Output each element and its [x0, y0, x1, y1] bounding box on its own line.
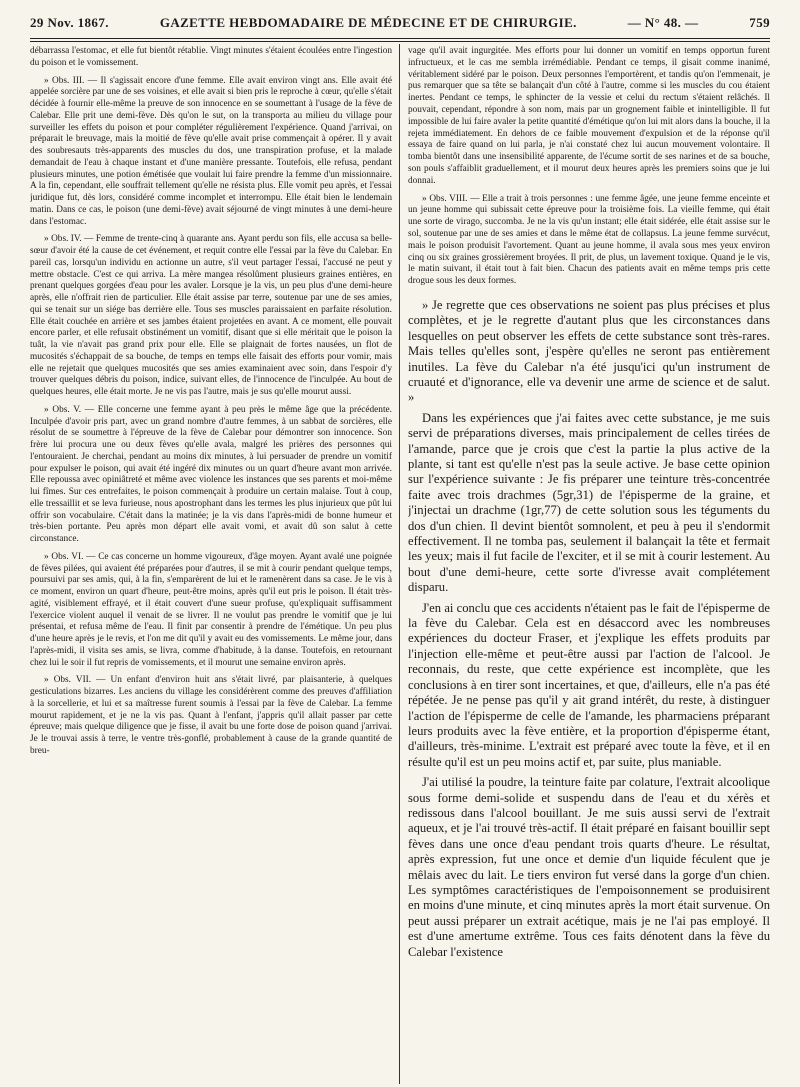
paragraph-obs-4: » Obs. IV. — Femme de trente-cinq à quarante ans. Ayant perdu son fils, elle accusa sa belle-sœur d'avoir été la cause de cet événement, et requit contre elle l'essai par la fève du Calebar. En pareil cas, lorsqu'un individu en actionne un autre, s'il veut partager l'essai, l'accusé ne peut y mettre obstacle. C'est ce qui arriva. La mère mangea résolûment plusieurs graines entières, en prenant quelques gorgées d'eau pour les avaler. Lorsque je la vis, un peu plus d'une demi-heure après, elle n'offrait rien de particulier. Elle était assise par terre, soutenue par une de ses amies, qui se tenait sur un siége bas derrière elle. Tous ses muscles paraissaient en parfaite résolution. Elle était couchée en arrière et ses jambes étaient projetées en avant. A ce moment, elle pouvait encore parler, et elle refusait obstinément un vomitif, disant que si elle méritait que le poison la tuât, la vie n'avait pas grand prix pour elle. Elle se plaignait de fortes nausées, un flot de mucosités s'échappait de sa bouche, de temps en temps elle faisait des efforts pour vomir, mais elle ne rejetait que quelques mucosités que ses amies examinaient avec soin, dans l'espoir d'y trouver quelques débris du poison, indice, suivant elles, de l'innocence de l'inculpée. Au bout de quelques heures, elle était morte. Je ne vis pas l'autre, mais je sus qu'elle mourut aussi. — [30, 234, 392, 397]
paragraph-obs-3: » Obs. III. — Il s'agissait encore d'une femme. Elle avait environ vingt ans. Elle avait été appelée sorcière par une de ses voisines, et elle avait si bien pris le reproche à cœur, qu'elle s'était décidée à fournir elle-même la preuve de son innocence en se soumettant à l'usage de la fève de Calebar. Elle prit une demi-fève. Dès qu'on le sut, on la transporta au milieu du village pour surveiller les effets du poison et pour compléter régulièrement l'expérience. Quand j'arrivai, on préparait le breuvage, mais la moitié de fève qu'elle avait prise commençait à opérer. Il y avait des soubresauts très-apparents des muscles du dos, une transpiration profuse, et la malade demandait de l'eau à chaque instant et d'une manière pressante. Toutefois, elle refusa, pendant plusieurs minutes, une potion émétisée que voulait lui faire prendre la femme d'un missionnaire. A la fin, cependant, elle souffrait tellement qu'elle ne résista plus. Elle vomit peu après, et l'essai juridique fut, dès lors, considéré comme incomplet et interrompu. Elle était bien le lendemain matin. Dans ce cas, le poison (une demi-fève) avait séjourné de vingt minutes à une demi-heure dans l'estomac. — [30, 75, 392, 227]
right-column-large-text — [408, 298, 770, 960]
column-divider — [399, 44, 400, 1084]
paragraph-obs-7: » Obs. VII. — Un enfant d'environ huit ans s'était livré, par plaisanterie, à quelques gesticulations bizarres. Les anciens du village les considérèrent comme des preuves d'affiliation à la sorcellerie, et lui et sa maîtresse furent soumis à l'essai par la fève de Calebar. La femme mourut rapidement, et je ne la vis pas. Quant à l'enfant, j'appris qu'il allait passer par cette épreuve; mais quelque diligence que je fisse, il avait bu une forte dose de poison quand j'arrivai. Je le trouvai assis à terre, le ventre très-gonflé, probablement à cause de la grande quantité de breu- — [30, 675, 392, 756]
paragraph: J'ai utilisé la poudre, la teinture faite par colature, l'extrait alcoolique sous forme demi-solide et suspendu dans de l'eau et du xérès et redissous dans l'alcool bouillant. Je me suis aussi servi de l'extrait aqueux, et je l'ai trouvé très-actif. Il était préparé en faisant bouillir sept fèves dans une once d'eau pendant trois quarts d'heure. Le résultat, après expression, fut une once et demie d'un liquide féculent que je mêlais avec du lait. Le tiers environ fut versé dans la gorge d'un chien. Les symptômes caractéristiques de l'empoisonnement se produisirent en moins d'une minute, et cinq minutes après la mort était survenue. On peut aussi préparer un extrait acétique, mais je ne l'ai pas employé. Il est d'une amertume extrême. Tous ces faits dénotent dans la fève du Calebar l'existence — [408, 775, 770, 959]
paragraph-obs-5: » Obs. V. — Elle concerne une femme ayant à peu près le même âge que la précédente. Inculpée d'avoir pris part, avec un grand nombre d'autre femmes, à un sabbat de sorcières, elle résolut de se soumettre à l'épreuve de la fève de Calebar pour démontrer son innocence. Son frère lui procura une ou deux fèves qu'elle avala, malgré les prières des personnes qui l'entouraient. Je cherchai, pendant au moins dix minutes, à lui persuader de prendre un vomitif pour expulser le poison, qui avait été ingéré dix minutes ou un quart d'heure avant mon arrivée. Elle repoussa avec opiniâtreté et même avec violence les instances que ses parents et moi-même lui fîmes. Sur ces entrefaites, le poison commençait à produire un certain malaise. Tout à coup, elle tressaillit et se leva furieuse, nous apostrophant dans les termes les plus injurieux que pût lui offrir son vocabulaire. C'était dans la matinée; je la vis dans l'après-midi de bonne humeur et très-bien portante. Peu après mon départ elle avait vomi, et avait dû son salut à cette circonstance. — [30, 404, 392, 544]
paragraph: » Je regrette que ces observations ne soient pas plus précises et plus complètes, et je le regrette d'autant plus que les circonstances dans lesquelles on peut observer les effets de cette substance sont très-rares. Mais telles qu'elles sont, j'espère qu'elles ne seront pas entièrement inutiles. La fève du Calebar n'a été jusqu'ici qu'un instrument de cruauté et d'ignorance, elle va devenir une arme de science et de salut. » — [408, 297, 770, 405]
left-column — [30, 46, 392, 1082]
header-rule — [30, 38, 770, 39]
header-title: GAZETTE HEBDOMADAIRE DE MÉDECINE ET DE CHIRURGIE. — [159, 15, 577, 30]
header-page-number: 759 — [749, 15, 770, 30]
paragraph-obs-6: » Obs. VI. — Ce cas concerne un homme vigoureux, d'âge moyen. Ayant avalé une poignée de fèves pilées, qui avaient été préparées pour d'autres, il se mit à courir pendant quelque temps, poursuivi par ses amis, qui, à la fin, s'emparèrent de lui et le ramenèrent dans sa case. Je le vis à ce moment, environ un quart d'heure, peut-être moins, après qu'il eut pris le poison. Il était très-agité, visiblement effrayé, et il était couvert d'une sueur profuse, qu'expliquait suffisamment l'exercice violent auquel il venait de se livrer. Il ne voulut pas prendre le vomitif que je lui présentai, et refusa même de l'eau. Il finit par consentir à prendre de l'émétique. Un peu plus d'une heure après je le revis, et l'on me dit qu'il y avait eu des vomissements. Le même jour, dans l'après-midi, il visita ses amis, se livra, comme d'habitude, à la danse. Toutefois, en retournant chez lui le soir il fut repris de vomissements, et il mourut une semaine environ après. — [30, 551, 392, 668]
right-column-small-text — [408, 46, 770, 288]
header-rule-thin — [30, 41, 770, 42]
paragraph-obs-8: » Obs. VIII. — Elle a trait à trois personnes : une femme âgée, une jeune femme enceinte et un jeune homme qui subissait cette épreuve pour la troisième fois. La vieille femme, qui était une sorte de virago, succomba. Je ne la vis qu'un instant; elle était sidérée, elle était assise sur le sol, soutenue par une de ses amies et dans le même état de collapsus. La jeune femme survécut, mais le poison produisit l'avortement. Quant au jeune homme, il avala sous mes yeux environ cinq ou six graines grossièrement broyées. Il prit, de plus, un lavement toxique. Quand je le vis, le matin suivant, il était tout à fait bien. Chacun des patients avait en même temps pris cette drogue sous les deux formes. — [408, 193, 770, 287]
header-issue-number: — N° 48. — — [627, 15, 699, 30]
paragraph: J'en ai conclu que ces accidents n'étaient pas le fait de l'épisperme de la fève du Calebar. Cela est en désaccord avec les nombreuses expériences du docteur Fraser, et j'explique les effets produits par l'injection elle-même et peut-être aussi par l'action de l'alcool. Je reconnais, du reste, que cette expérience est incomplète, que les conclusions à en tirer sont incertaines, et que, d'ailleurs, elle n'a pas été répétée. Je ne pense pas qu'il y ait grand intérêt, du reste, à distinguer l'action de l'épisperme de celle de l'amande, les pharmaciens préparant leurs produits avec la fève entière, et la proportion d'épisperme étant, d'ailleurs, très-minime. L'extrait est préparé avec toute la fève, et il en résulte qu'il est un peu moins actif et, par suite, plus maniable. — [408, 600, 770, 769]
paragraph: vage qu'il avait ingurgitée. Mes efforts pour lui donner un vomitif en temps opportun furent infructueux, et le cas me sembla irrémédiable. Pendant ce temps, il gisait comme inanimé, véritablement sidéré par le poison. Deux personnes l'emportèrent, et tandis qu'on l'emmenait, je pus remarquer que sa tête se balançait d'un côté à l'autre, comme si les muscles du cou étaient inertes. Pendant ce temps, le sphincter de la vessie et celui du rectum s'étaient relâchés. Il pouvait, cependant, répondre à son nom, mais par un grognement faible et inintelligible. Il fut impossible de lui faire avaler la petite quantité d'émétique qu'on lui mit alors dans la bouche, il la rejeta immédiatement. En dehors de ce faible mouvement d'expulsion et de la réponse qu'il essaya de faire quand on lui parla, je n'ai constaté chez lui aucun mouvement volontaire. Il tomba bientôt dans une insensibilité apparente, de l'écume sortit de ses narines et de sa bouche, son pouls s'affaiblit graduellement, et il mourut deux heures après les premiers soins que je lui donnai. — [408, 46, 770, 186]
header-date: 29 Nov. 1867. — [30, 15, 109, 30]
right-column — [408, 46, 770, 1082]
paragraph: Dans les expériences que j'ai faites avec cette substance, je me suis servi de préparations diverses, mais principalement de celles tirées de l'amande, parce que je crois que c'est la partie la plus active de la plante, si tant est qu'elle n'est pas la seule active. Je base cette opinion sur l'expérience suivante : Je fis préparer une teinture très-concentrée faite avec trois drachmes (5gr,31) de l'épisperme de la graine, et j'injectai un drachme (1gr,77) de cette solution sous les téguments du dos d'un chien. Il devint bientôt somnolent, et peu à peu il s'endormit effectivement. Il ne tomba pas, seulement il balançait la tête et fermait les yeux; mais il fut facile de l'exciter, et il se mit à courir lestement. Au bout d'une demi-heure, cette sorte d'ivresse avait complétement disparu. — [408, 410, 770, 595]
page-header — [30, 12, 770, 34]
paragraph: débarrassa l'estomac, et elle fut bientôt rétablie. Vingt minutes s'étaient écoulées entre l'ingestion du poison et le vomissement. — [30, 46, 392, 68]
